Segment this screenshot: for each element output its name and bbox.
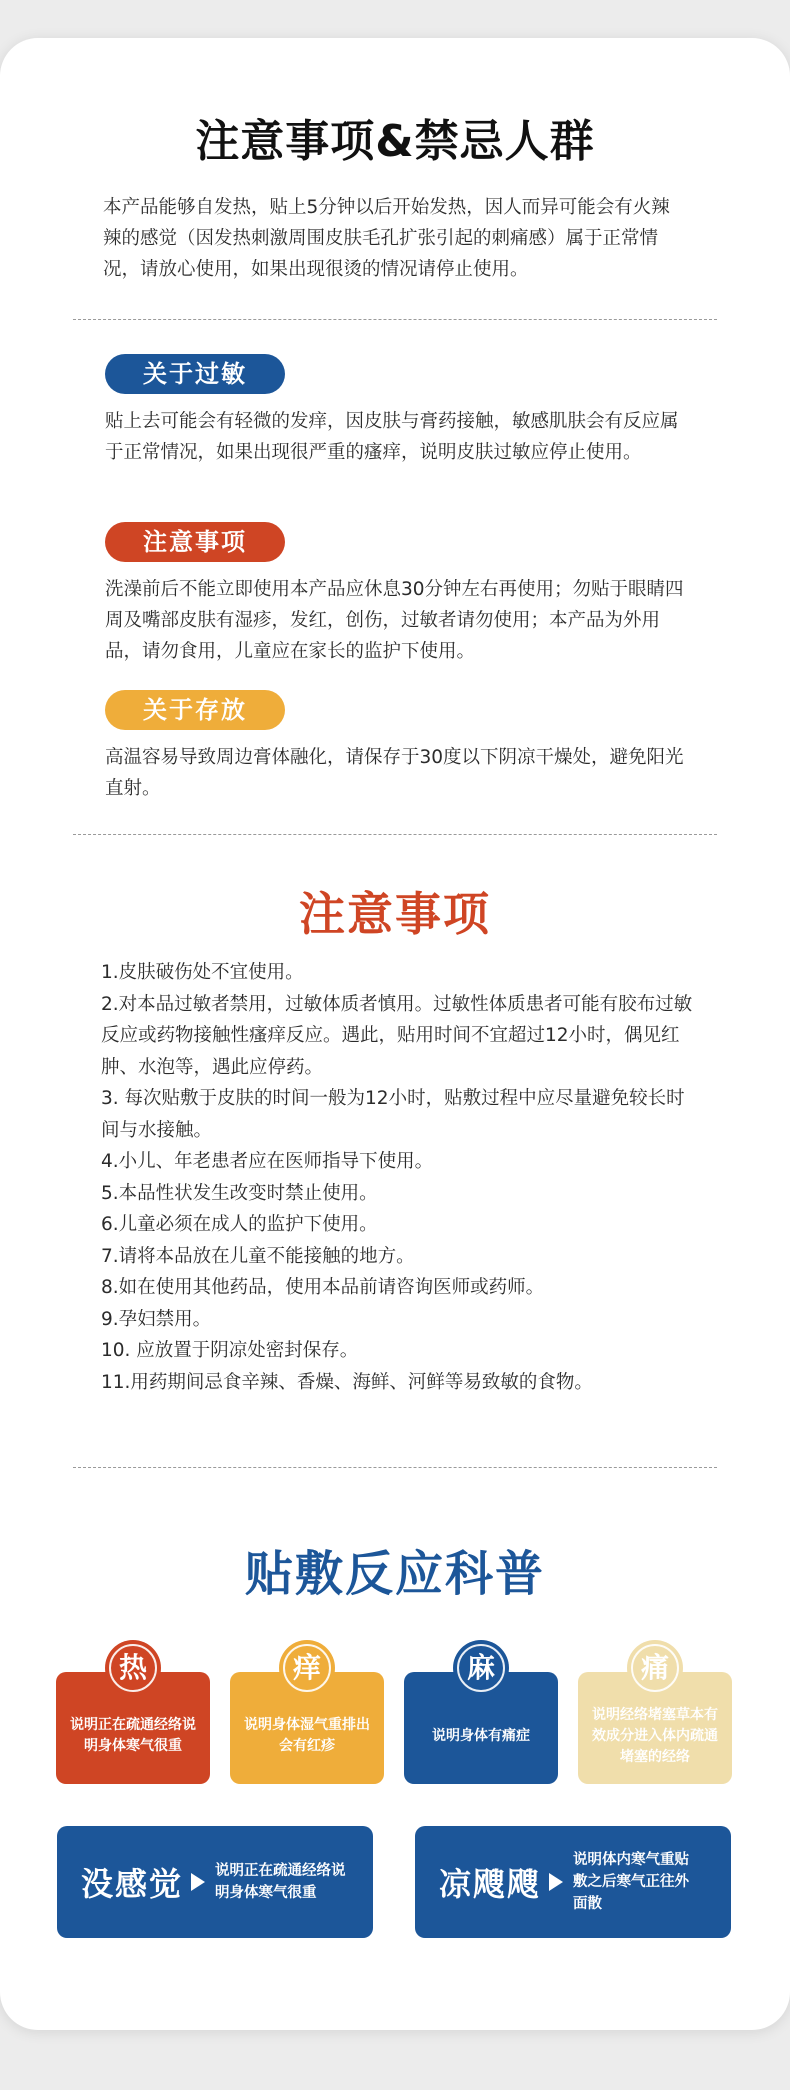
reaction-text: 说明正在疏通经络说明身体寒气很重 [70,1717,196,1754]
reaction-badge-pain [627,1640,683,1696]
reaction-label: 没感觉 [81,1865,184,1903]
list-item: 7.请将本品放在儿童不能接触的地方。 [101,1245,415,1267]
list-item: 5.本品性状发生改变时禁止使用。 [101,1182,378,1204]
allergy-text: 贴上去可能会有轻微的发痒，因皮肤与膏药接触，敏感肌肤会有反应属于正常情况，如果出现很严重的瘙痒，说明皮肤过敏应停止使用。 [105,411,679,463]
reaction-char: 痒 [292,1651,321,1684]
reaction-badge-heat [105,1640,161,1696]
allergy-tag: 关于过敏 [105,354,285,394]
reaction-badge-numb [453,1640,509,1696]
list-item: 6.儿童必须在成人的监护下使用。 [101,1214,378,1235]
notes-title: 注意事项 [299,887,491,941]
reaction-text: 说明经络堵塞草本有效成分进入体内疏通堵塞的经络 [592,1706,718,1765]
divider [73,834,717,835]
reaction-text: 说明正在疏通经络说明身体寒气很重 [215,1863,346,1901]
play-arrow-icon [549,1873,563,1891]
list-item: 8.如在使用其他药品，使用本品前请咨询医师或药师。 [101,1277,545,1298]
list-item: 1.皮肤破伤处不宜使用。 [101,962,304,983]
reaction-text: 说明身体湿气重排出会有红疹 [244,1717,370,1754]
list-item: 10. 应放置于阴凉处密封保存。 [101,1340,359,1361]
play-arrow-icon [191,1873,205,1891]
precautions-tag: 注意事项 [105,522,285,562]
precautions-text: 洗澡前后不能立即使用本产品应休息30分钟左右再使用；勿贴于眼睛四周及嘴部皮肤有湿疹，发红，创伤，过敏者请勿使用；本产品为外用品，请勿食用，儿童应在家长的监护下使用。 [105,579,684,662]
reaction-card-no-feeling [57,1826,373,1938]
list-item: 2.对本品过敏者禁用，过敏体质者慎用。过敏性体质患者可能有胶布过敏反应或药物接触性瘙痒反应。遇此，贴用时间不宜超过12小时，偶见红肿、水泡等，遇此应停药。 [101,993,693,1078]
reactions-title: 贴敷反应科普 [244,1546,545,1602]
reaction-card-cool [415,1826,731,1938]
reaction-char: 痛 [640,1651,669,1684]
list-item: 3. 每次贴敷于皮肤的时间一般为12小时，贴敷过程中应尽量避免较长时间与水接触。 [101,1088,685,1141]
reaction-char: 麻 [466,1651,495,1684]
divider [73,1467,717,1468]
divider [73,319,717,320]
list-item: 4.小儿、年老患者应在医师指导下使用。 [101,1151,434,1172]
storage-text: 高温容易导致周边膏体融化，请保存于30度以下阴凉干燥处，避免阳光直射。 [105,747,684,799]
intro-paragraph: 本产品能够自发热，贴上5分钟以后开始发热，因人而异可能会有火辣辣的感觉（因发热刺激周围皮肤毛孔扩张引起的刺痛感）属于正常情况，请放心使用，如果出现很烫的情况请停止使用。 [103,197,670,280]
list-item: 9.孕妇禁用。 [101,1308,212,1330]
reaction-text: 说明体内寒气重贴敷之后寒气正往外面散 [573,1852,690,1912]
reaction-label: 凉飕飕 [439,1865,542,1903]
storage-tag: 关于存放 [105,690,285,730]
page-title: 注意事项&禁忌人群 [195,116,595,167]
reaction-char: 热 [118,1651,147,1684]
list-item: 11.用药期间忌食辛辣、香燥、海鲜、河鲜等易致敏的食物。 [101,1371,593,1393]
reaction-badge-itch [279,1640,335,1696]
notes-list [101,957,701,1398]
reaction-text: 说明身体有痛症 [432,1727,530,1744]
